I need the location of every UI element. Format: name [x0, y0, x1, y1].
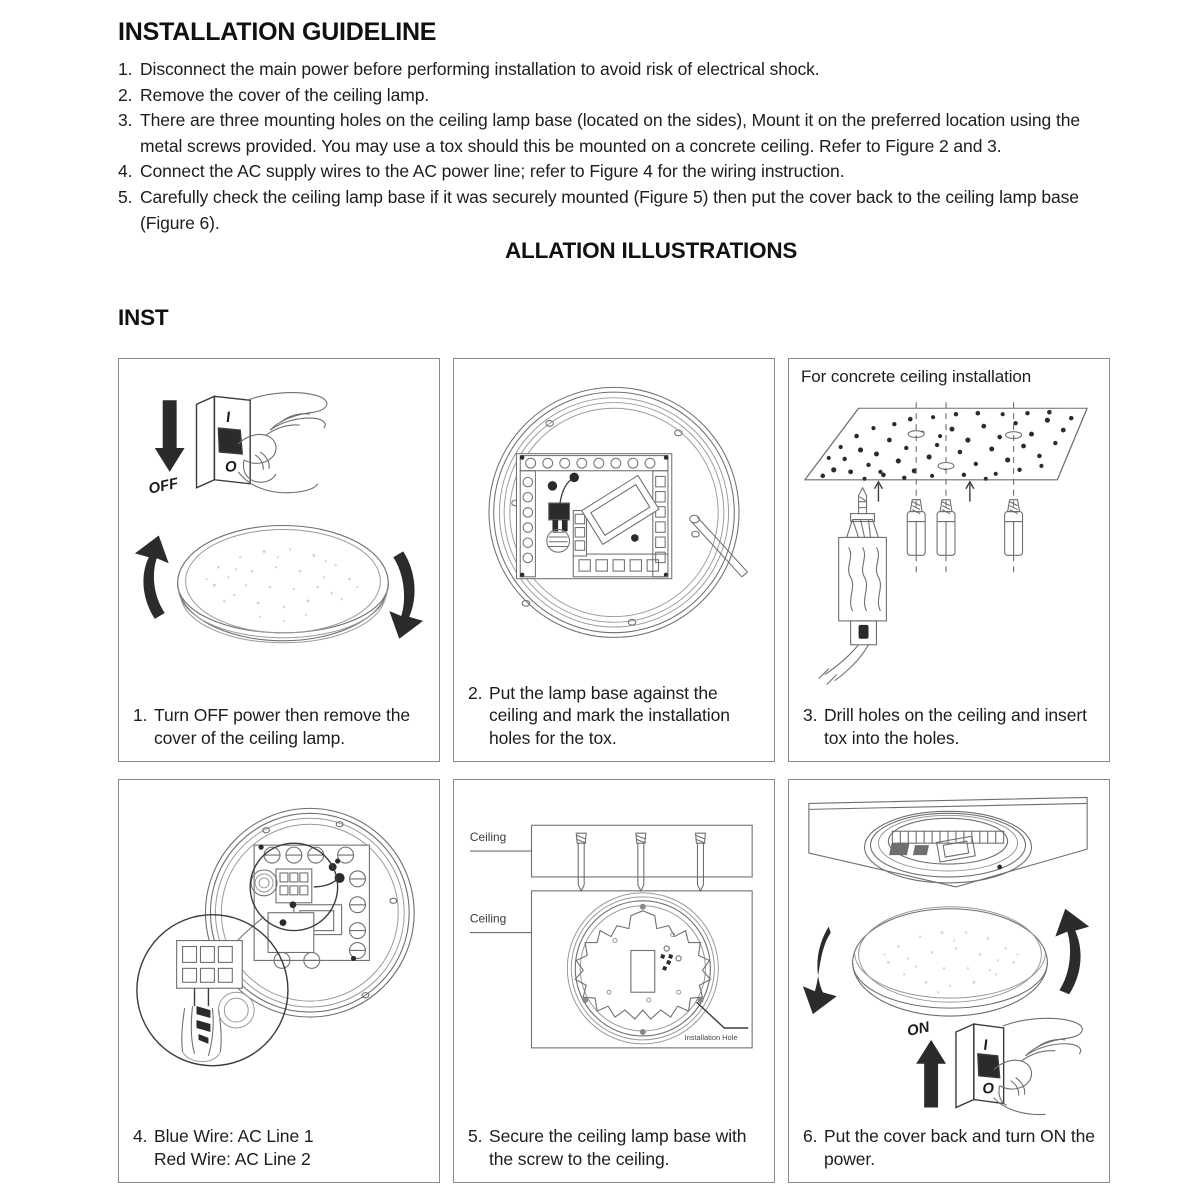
on-label: ON: [905, 1019, 931, 1040]
installation-guideline-document: [118, 18, 1108, 236]
mounted-base-diagram: [470, 891, 752, 1048]
step-number: 2.: [118, 84, 133, 105]
installation-hole-label: Installation Hole: [684, 1032, 738, 1042]
ceiling-screw-diagram: [470, 825, 752, 891]
caption-number: 1.: [133, 705, 148, 725]
rotate-arrow-left-icon: [803, 927, 837, 1014]
figure-3-caption: [789, 694, 1109, 761]
led-pcb-board: [516, 454, 671, 579]
guideline-step-list: [118, 57, 1108, 236]
caption-text: Turn OFF power then remove the cover of the ceiling lamp.: [154, 705, 411, 748]
caption-number: 6.: [803, 1126, 818, 1146]
caption-text: Put the cover back and turn ON the power.: [824, 1126, 1095, 1169]
figure-panel-5: [453, 779, 775, 1183]
lamp-cover-shape: [178, 526, 389, 643]
ceiling-label-top: Ceiling: [469, 830, 507, 845]
rotate-arrow-right-icon: [1055, 909, 1089, 994]
svg-text:O: O: [981, 1080, 995, 1098]
step-text: Disconnect the main power before performing installation to avoid risk of electrical shock.: [140, 59, 820, 79]
hand-icon: [994, 1018, 1083, 1114]
installation-illustrations-grid: [118, 358, 1104, 1183]
page-title: INSTALLATION GUIDELINE: [118, 18, 437, 46]
figure-6-illustration: [789, 780, 1109, 1115]
figure-1-caption: [119, 694, 439, 761]
svg-text:I: I: [225, 409, 231, 427]
caption-text: Put the lamp base against the ceiling and mark the installation holes for the tox.: [489, 682, 730, 748]
figure-panel-1: [118, 358, 440, 762]
figure-6-caption: [789, 1115, 1109, 1182]
wall-switch-on-icon: [956, 1024, 1004, 1107]
on-arrow-icon: [906, 1019, 946, 1107]
base-components: [889, 843, 929, 855]
lamp-cover-shape: [853, 907, 1048, 1016]
guideline-step: [118, 57, 1108, 83]
wall-anchor-tox: [907, 500, 1022, 556]
figure-4-illustration: [119, 780, 439, 1115]
cover-texture: [205, 548, 358, 622]
step-text: Remove the cover of the ceiling lamp.: [140, 84, 430, 105]
wall-switch-off-icon: [197, 396, 251, 487]
figure-5-caption: [454, 1115, 774, 1182]
section-heading-overlap: ALLATION ILLUSTRATIONS: [505, 238, 798, 263]
guideline-step: [118, 108, 1108, 159]
svg-text:O: O: [224, 459, 238, 476]
caption-line-2: Red Wire: AC Line 2: [154, 1148, 311, 1169]
figure-2-illustration: [454, 359, 774, 672]
alignment-guides: [916, 402, 1013, 573]
installation-hole-callout: [685, 1002, 749, 1042]
screw-icon: [576, 833, 705, 891]
step-text: Connect the AC supply wires to the AC power line; refer to Figure 4 for the wiring instruction.: [140, 161, 845, 182]
step-text: There are three mounting holes on the ceiling lamp base (located on the sides), Mount it on the preferred location using the metal screws provided. You may use a tox should this be mounted on a concrete ceiling. Refer to Figure 2 and 3.: [140, 110, 1080, 156]
ceiling-label-bottom: Ceiling: [469, 911, 507, 926]
step-number: 4.: [118, 161, 133, 182]
caption-line-1: Blue Wire: AC Line 1: [154, 1126, 314, 1146]
rotate-arrow-right-icon: [389, 551, 423, 638]
led-pcb-board: [251, 845, 369, 969]
section-heading-stub: INST: [118, 305, 169, 330]
off-label: OFF: [147, 475, 180, 498]
step-number: 3.: [118, 110, 133, 131]
off-arrow-icon: [147, 400, 184, 497]
step-number: 1.: [118, 59, 133, 79]
ceiling-with-base: [809, 797, 1087, 886]
guideline-step: [118, 83, 1108, 109]
figure-panel-4: [118, 779, 440, 1183]
caption-text: Drill holes on the ceiling and insert tox into the holes.: [824, 705, 1087, 748]
figure-4-caption: [119, 1115, 439, 1182]
caption-number: 4.: [133, 1126, 148, 1146]
figure-1-illustration: [119, 359, 439, 694]
figure-5-illustration: [454, 780, 774, 1115]
figure-3-heading: For concrete ceiling installation: [801, 367, 1032, 386]
led-ring-inside: [888, 818, 1007, 864]
svg-text:I: I: [982, 1037, 989, 1054]
figure-2-caption: [454, 672, 774, 762]
figure-panel-6: [788, 779, 1110, 1183]
cover-texture: [883, 931, 1018, 993]
step-text: Carefully check the ceiling lamp base if it was securely mounted (Figure 5) then put the cover back to the ceiling lamp base (Figure 6).: [140, 186, 1079, 233]
figure-panel-2: [453, 358, 775, 762]
caption-text: [154, 1125, 429, 1170]
concrete-aggregate-texture: [821, 410, 1074, 481]
caption-number: 3.: [803, 705, 818, 725]
power-drill-icon: [819, 488, 887, 685]
figure-3-illustration: [789, 359, 1109, 694]
terminal-dots: [660, 954, 673, 971]
caption-number: 2.: [468, 682, 483, 703]
guideline-step: [118, 159, 1108, 185]
rotate-arrow-left-icon: [135, 535, 169, 618]
insert-direction-arrows: [874, 482, 973, 502]
step-number: 5.: [118, 186, 133, 207]
hand-icon: [238, 393, 327, 493]
caption-text: Secure the ceiling lamp base with the screw to the ceiling.: [489, 1126, 747, 1169]
figure-panel-3: [788, 358, 1110, 762]
stripped-wire-core: [197, 1006, 211, 1044]
guideline-step: [118, 185, 1108, 236]
caption-number: 5.: [468, 1126, 483, 1146]
mounting-hole-markers: [582, 904, 703, 1035]
